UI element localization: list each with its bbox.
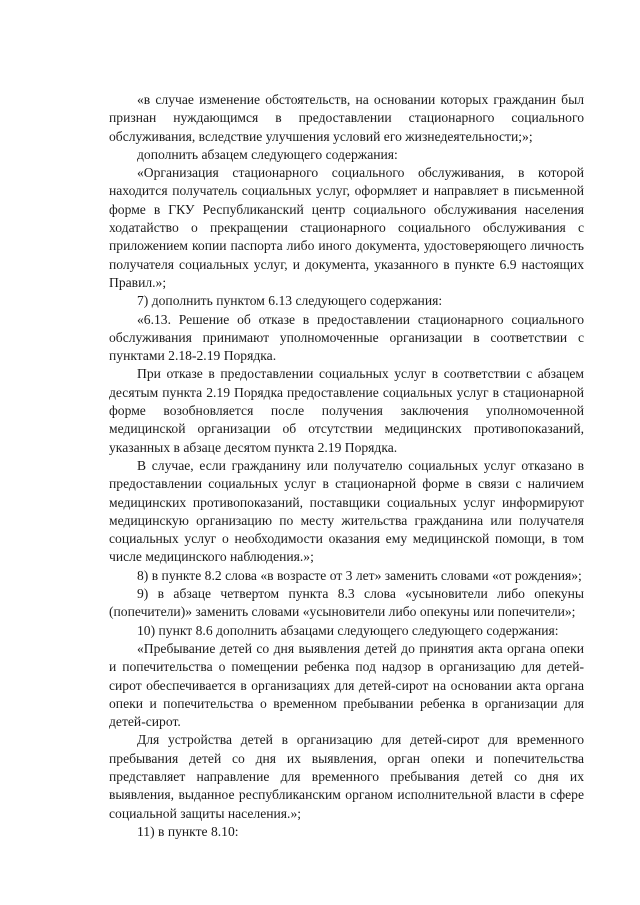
paragraph: В случае, если гражданину или получателю социальных услуг отказано в предоставлении социальных услуг в стационарной форме в связи с наличием медицинских противопоказаний, поставщики социальных услуг информируют медицинскую организацию по месту жительства гражданина или получателя социальных услуг о необходимости оказания ему медицинской помощи, в том числе медицинского наблюдения.»; [109,457,584,565]
paragraph: дополнить абзацем следующего содержания: [137,146,398,162]
paragraph: «Пребывание детей со дня выявления детей до принятия акта органа опеки и попечительства о помещении ребенка под надзор в организацию для детей-сирот обеспечивается в организациях для детей-сирот на основании акта органа опеки и попечительства о временном пребывании ребенка в организации для детей-сирот. [109,640,584,730]
paragraph: «6.13. Решение об отказе в предоставлении стационарного социального обслуживания принимают уполномоченные организации в соответствии с пунктами 2.18-2.19 Порядка. [109,311,584,364]
paragraph: 7) дополнить пунктом 6.13 следующего содержания: [137,293,443,309]
paragraph: 10) пункт 8.6 дополнить абзацами следующего следующего содержания: [137,622,559,638]
paragraph: 8) в пункте 8.2 слова «в возрасте от 3 лет» заменить словами «от рождения»; [137,567,582,583]
paragraph: 11) в пункте 8.10: [137,823,239,839]
paragraph: Для устройства детей в организацию для детей-сирот для временного пребывания детей со дня их выявления, орган опеки и попечительства представляет направление для временного пребывания детей со дня их выявления, выданное республиканским органом исполнительной власти в сфере социальной защиты населения.»; [109,732,584,821]
paragraph: «в случае изменение обстоятельств, на основании которых гражданин был признан нуждающимся в предоставлении стационарного социального обслуживания, вследствие улучшения условий его жизнедеятельности;»; [109,92,584,144]
paragraph: 9) в абзаце четвертом пункта 8.3 слова «усыновители либо опекуны (попечители)» заменить словами «усыновители либо опекуны или попечители»; [109,586,584,620]
paragraph: При отказе в предоставлении социальных услуг в соответствии с абзацем десятым пункта 2.19 Порядка предоставление социальных услуг в стационарной форме возобновляется после получения заключения уполномоченной медицинской организации об отсутствии медицинских противопоказаний, указанных в абзаце десятом пункта 2.19 Порядка. [109,366,584,455]
paragraph: «Организация стационарного социального обслуживания, в которой находится получатель социальных услуг, оформляет и направляет в письменной форме в ГКУ Республиканский центр социального обслуживания населения ходатайство о прекращении стационарного социального обслуживания с приложением копии паспорта либо иного документа, удостоверяющего личность получателя социальных услуг, и документа, указанного в пункте 6.9 настоящих Правил.»; [109,165,584,290]
